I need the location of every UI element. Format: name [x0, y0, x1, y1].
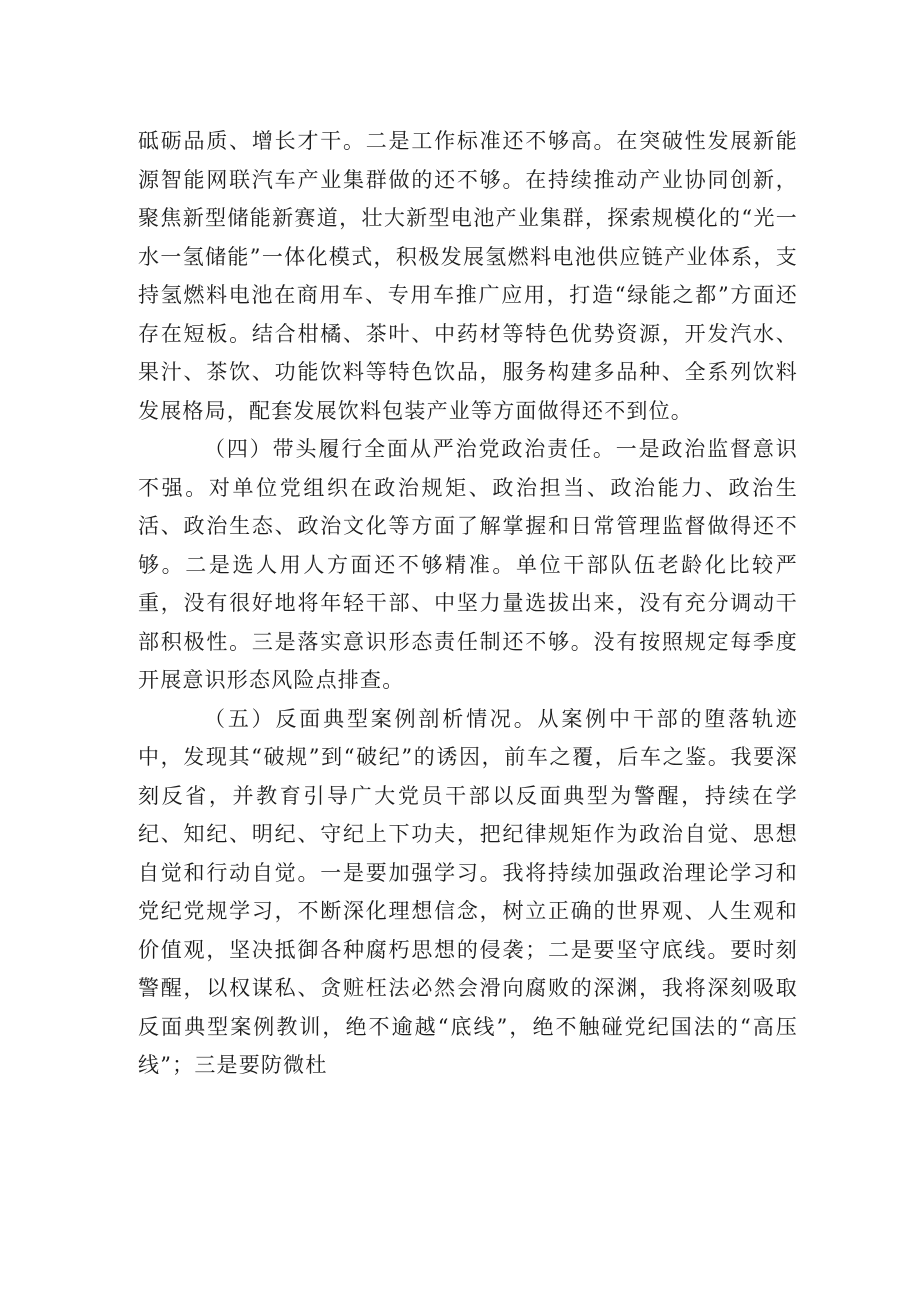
paragraph-section-five: （五）反面典型案例剖析情况。从案例中干部的堕落轨迹中，发现其“破规”到“破纪”的诱因，前车之覆，后车之鉴。我要深刻反省，并教育引导广大党员干部以反面典型为警醒，持续在学纪、知纪、明纪、守纪上下功夫，把纪律规矩作为政治自觉、思想自觉和行动自觉。一是要加强学习。我将持续加强政治理论学习和党纪党规学习，不断深化理想信念，树立正确的世界观、人生观和价值观，坚决抵御各种腐朽思想的侵袭；二是要坚守底线。要时刻警醒，以权谋私、贪赃枉法必然会滑向腐败的深渊，我将深刻吸取反面典型案例教训，绝不逾越“底线”，绝不触碰党纪国法的“高压线”；三是要防微杜 — [138, 706, 798, 1077]
paragraph-continued: 砥砺品质、增长才干。二是工作标准还不够高。在突破性发展新能源智能网联汽车产业集群做的还不够。在持续推动产业协同创新，聚焦新型储能新赛道，壮大新型电池产业集群，探索规模化的“光一水一氢储能”一体化模式，积极发展氢燃料电池供应链产业体系，支持氢燃料电池在商用车、专用车推广应用，打造“绿能之都”方面还存在短板。结合柑橘、茶叶、中药材等特色优势资源，开发汽水、果汁、茶饮、功能饮料等特色饮品，服务构建多品种、全系列饮料发展格局，配套发展饮料包装产业等方面做得还不到位。 — [138, 129, 798, 423]
document-body — [138, 122, 798, 1085]
paragraph-section-four: （四）带头履行全面从严治党政治责任。一是政治监督意识不强。对单位党组织在政治规矩、政治担当、政治能力、政治生活、政治生态、政治文化等方面了解掌握和日常管理监督做得还不够。二是选人用人方面还不够精准。单位干部队伍老龄化比较严重，没有很好地将年轻干部、中坚力量选拔出来，没有充分调动干部积极性。三是落实意识形态责任制还不够。没有按照规定每季度开展意识形态风险点排查。 — [138, 437, 798, 692]
